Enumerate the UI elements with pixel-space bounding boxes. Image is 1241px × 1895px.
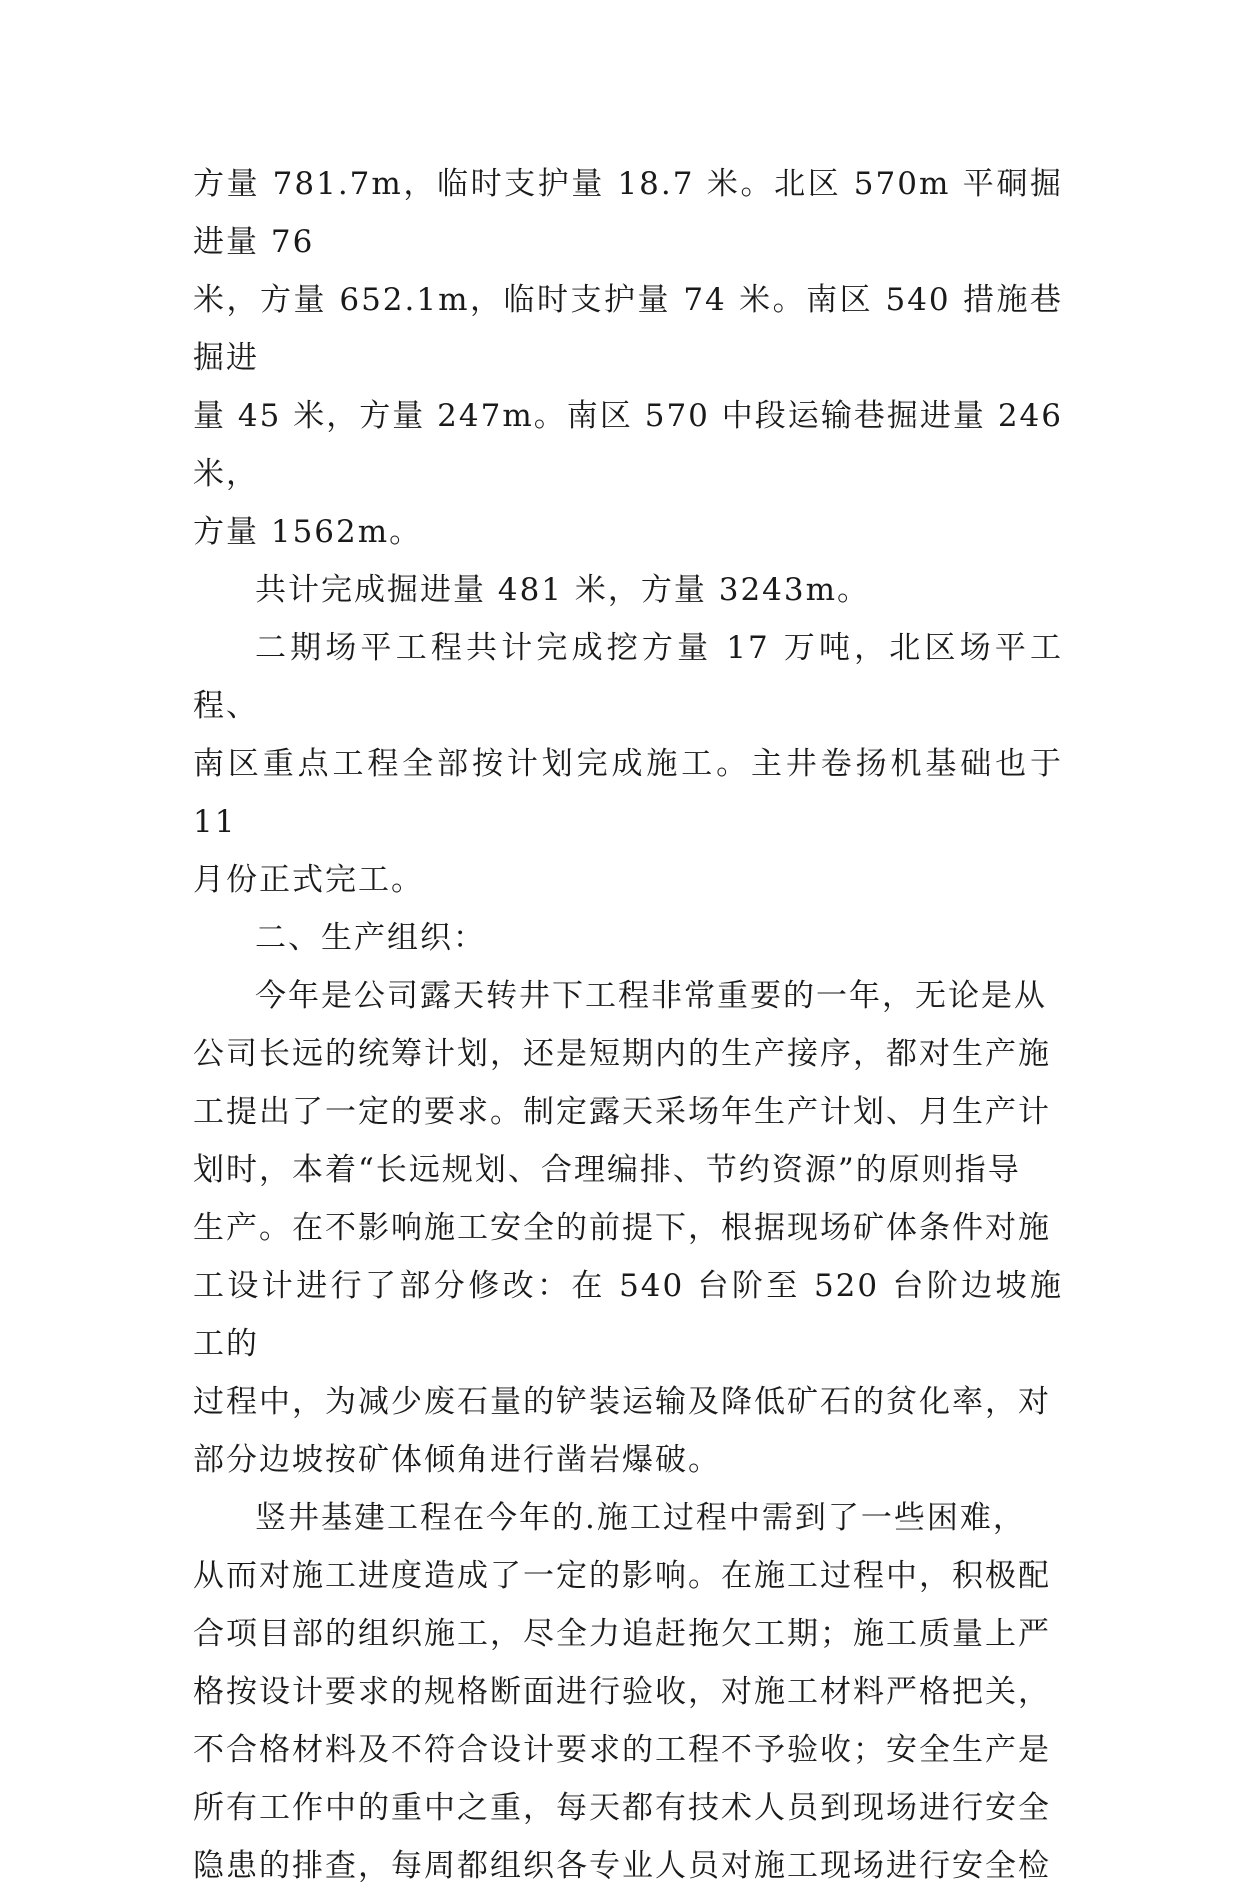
paragraph-p5-line-6: 工设计进行了部分修改：在 540 台阶至 520 台阶边坡施工的 bbox=[193, 1268, 1063, 1362]
paragraph-p5-line-8: 部分边坡按矿体倾角进行凿岩爆破。 bbox=[193, 1442, 721, 1478]
paragraph-p5-line-5: 生产。在不影响施工安全的前提下，根据现场矿体条件对施 bbox=[193, 1210, 1051, 1246]
paragraph-p2-line-1: 共计完成掘进量 481 米，方量 3243m。 bbox=[255, 572, 871, 608]
paragraph-p5-line-1: 今年是公司露天转井下工程非常重要的一年，无论是从 bbox=[255, 978, 1047, 1014]
paragraph-p6-line-5: 不合格材料及不符合设计要求的工程不予验收；安全生产是 bbox=[193, 1732, 1051, 1768]
paragraph-p6-line-3: 合项目部的组织施工，尽全力追赶拖欠工期；施工质量上严 bbox=[193, 1616, 1051, 1652]
paragraph-p1-line-3: 量 45 米，方量 247m。南区 570 中段运输巷掘进量 246 米， bbox=[193, 398, 1063, 492]
paragraph-p4-line-1: 二、生产组织： bbox=[255, 920, 486, 956]
paragraph-p1-line-2: 米，方量 652.1m，临时支护量 74 米。南区 540 措施巷掘进 bbox=[193, 282, 1063, 376]
paragraph-p3-line-2: 南区重点工程全部按计划完成施工。主井卷扬机基础也于 11 bbox=[193, 746, 1063, 840]
paragraph-p1-line-4: 方量 1562m。 bbox=[193, 514, 423, 550]
document-body bbox=[193, 155, 1063, 1895]
paragraph-p5-line-7: 过程中，为减少废石量的铲装运输及降低矿石的贫化率，对 bbox=[193, 1384, 1051, 1420]
paragraph-p6-line-4: 格按设计要求的规格断面进行验收，对施工材料严格把关， bbox=[193, 1674, 1051, 1710]
paragraph-p3-line-3: 月份正式完工。 bbox=[193, 862, 424, 898]
paragraph-p1-line-1: 方量 781.7m，临时支护量 18.7 米。北区 570m 平硐掘进量 76 bbox=[193, 166, 1063, 260]
paragraph-p5-line-4: 划时，本着“长远规划、合理编排、节约资源”的原则指导 bbox=[193, 1152, 1021, 1188]
paragraph-p3-line-1: 二期场平工程共计完成挖方量 17 万吨，北区场平工程、 bbox=[193, 630, 1063, 724]
paragraph-p6-line-6: 所有工作中的重中之重，每天都有技术人员到现场进行安全 bbox=[193, 1790, 1051, 1826]
paragraph-p6-line-1: 竖井基建工程在今年的.施工过程中需到了一些困难， bbox=[255, 1500, 1026, 1536]
paragraph-p5-line-2: 公司长远的统筹计划，还是短期内的生产接序，都对生产施 bbox=[193, 1036, 1051, 1072]
paragraph-p6-line-2: 从而对施工进度造成了一定的影响。在施工过程中，积极配 bbox=[193, 1558, 1051, 1594]
paragraph-p5-line-3: 工提出了一定的要求。制定露天采场年生产计划、月生产计 bbox=[193, 1094, 1051, 1130]
paragraph-p6-line-7: 隐患的排查，每周都组织各专业人员对施工现场进行安全检 bbox=[193, 1848, 1051, 1884]
